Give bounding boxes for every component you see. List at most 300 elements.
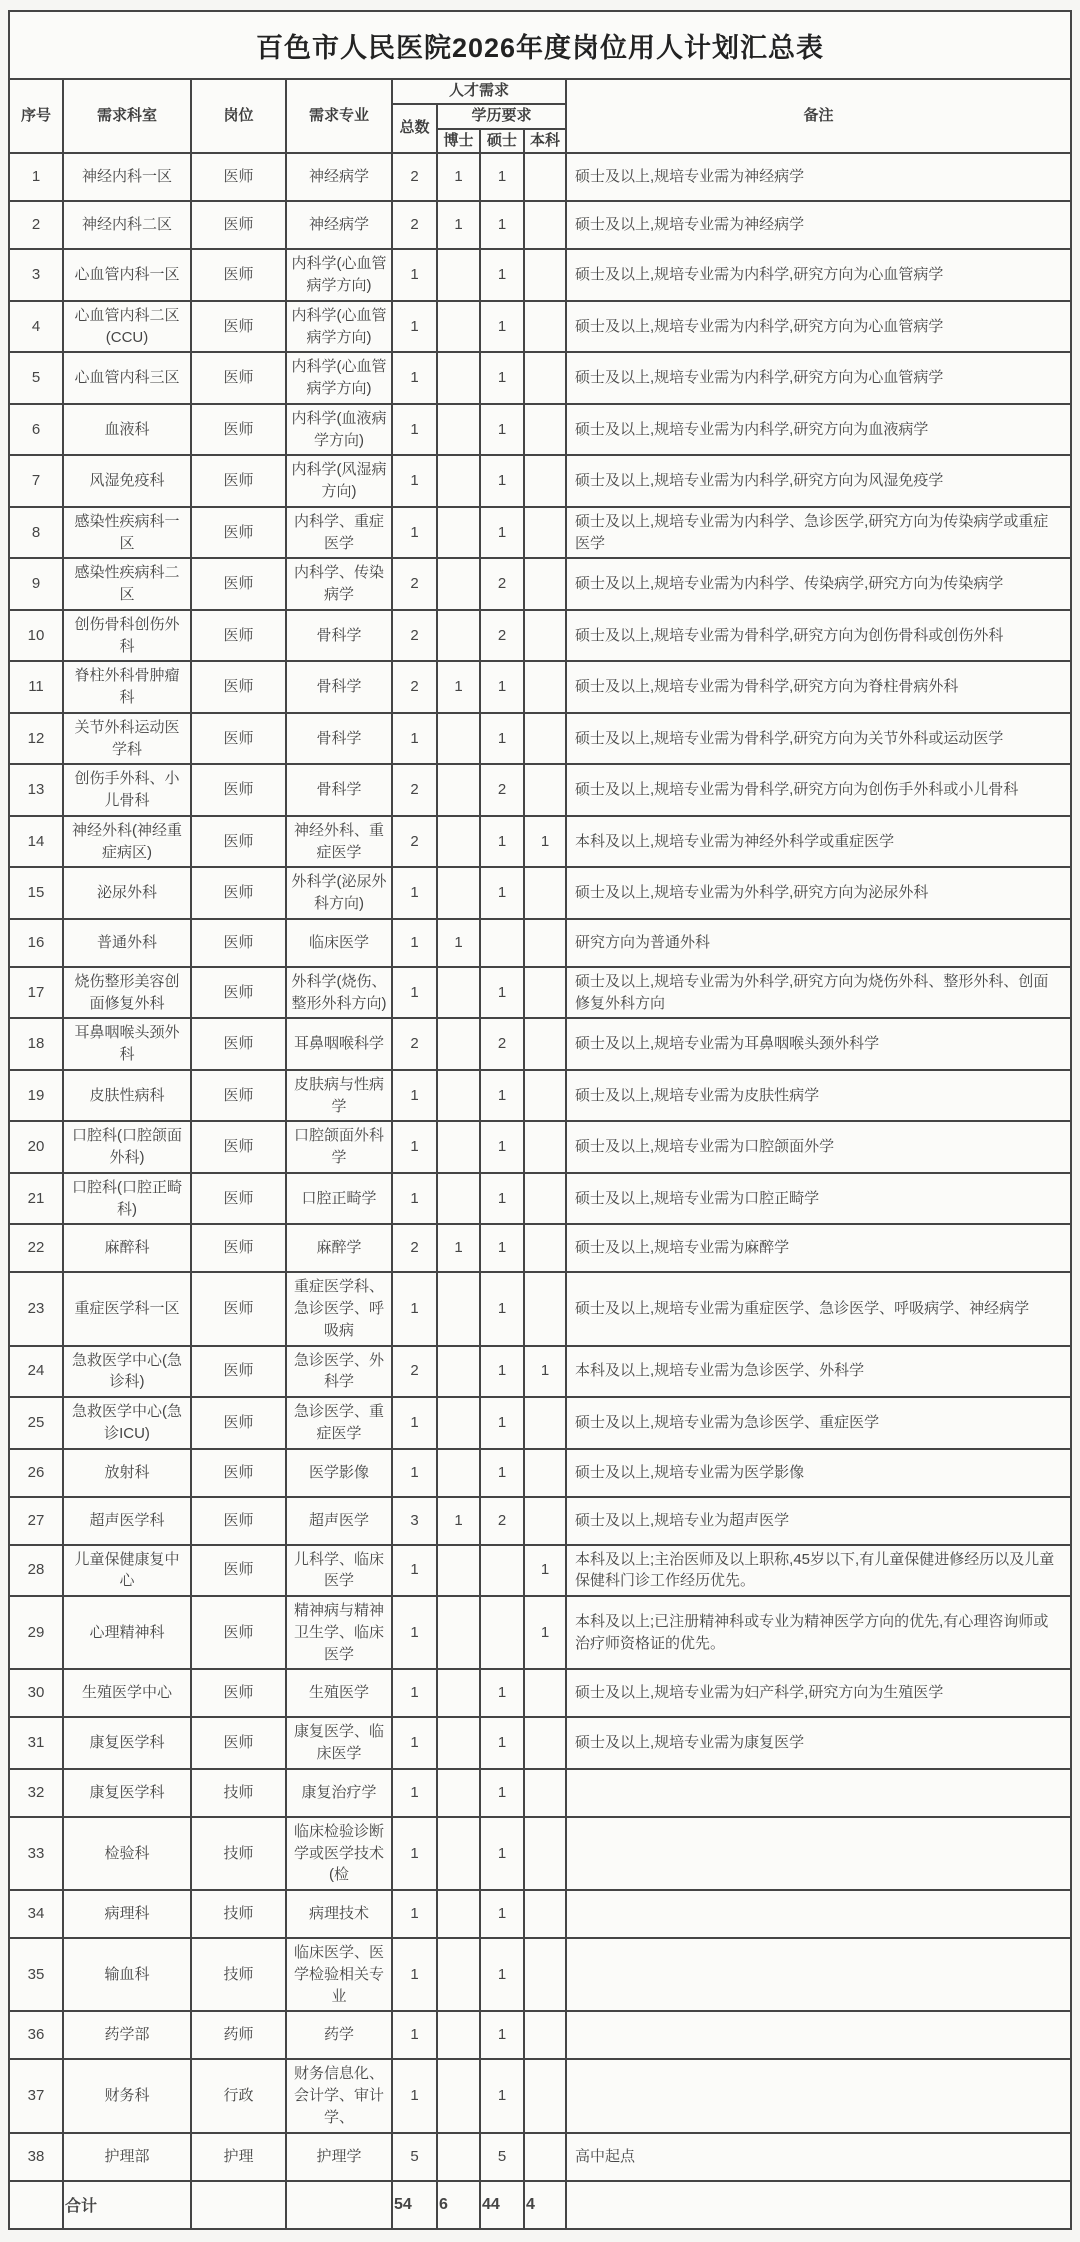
cell-master: 1 <box>480 1938 524 2011</box>
cell-remark: 硕士及以上,规培专业需为内科学,研究方向为心血管病学 <box>566 352 1071 404</box>
cell-major: 骨科学 <box>286 764 392 816</box>
cell-remark: 研究方向为普通外科 <box>566 919 1071 967</box>
cell-remark: 硕士及以上,规培专业需为内科学,研究方向为心血管病学 <box>566 249 1071 301</box>
cell-post: 医师 <box>191 919 286 967</box>
cell-phd: 1 <box>437 153 480 201</box>
table-row <box>9 1497 1071 1545</box>
cell-major: 麻醉学 <box>286 1224 392 1272</box>
cell-master: 1 <box>480 1717 524 1769</box>
cell-major: 康复治疗学 <box>286 1769 392 1817</box>
cell-phd <box>437 1397 480 1449</box>
cell-bachelor <box>524 1018 566 1070</box>
cell-total: 1 <box>392 967 437 1019</box>
cell-remark: 硕士及以上,规培专业需为内科学,研究方向为风湿免疫学 <box>566 455 1071 507</box>
cell-major: 骨科学 <box>286 713 392 765</box>
cell-major: 急诊医学、外科学 <box>286 1346 392 1398</box>
cell-master: 1 <box>480 2011 524 2059</box>
cell-department: 心理精神科 <box>63 1596 191 1669</box>
cell-bachelor <box>524 153 566 201</box>
table-row <box>9 1224 1071 1272</box>
cell-phd <box>437 1545 480 1597</box>
cell-remark: 硕士及以上,规培专业需为骨科学,研究方向为创伤骨科或创伤外科 <box>566 610 1071 662</box>
cell-no: 13 <box>9 764 63 816</box>
col-header-remark: 备注 <box>566 79 1071 153</box>
cell-department: 风湿免疫科 <box>63 455 191 507</box>
cell-post: 技师 <box>191 1769 286 1817</box>
cell-department: 神经内科一区 <box>63 153 191 201</box>
cell-no: 7 <box>9 455 63 507</box>
cell-major: 内科学(心血管病学方向) <box>286 352 392 404</box>
cell-phd <box>437 249 480 301</box>
cell-phd <box>437 764 480 816</box>
cell-department: 感染性疾病科一区 <box>63 507 191 559</box>
cell-total: 2 <box>392 1018 437 1070</box>
cell-department: 口腔科(口腔正畸科) <box>63 1173 191 1225</box>
cell-no: 6 <box>9 404 63 456</box>
cell-remark: 硕士及以上,规培专业需为神经病学 <box>566 201 1071 249</box>
cell-bachelor <box>524 2011 566 2059</box>
cell-major: 临床医学、医学检验相关专业 <box>286 1938 392 2011</box>
table-row <box>9 2011 1071 2059</box>
table-row <box>9 1717 1071 1769</box>
table-row <box>9 713 1071 765</box>
totals-bachelor: 4 <box>524 2181 566 2229</box>
cell-post: 技师 <box>191 1817 286 1890</box>
cell-remark: 硕士及以上,规培专业需为康复医学 <box>566 1717 1071 1769</box>
cell-bachelor <box>524 1717 566 1769</box>
cell-no: 19 <box>9 1070 63 1122</box>
cell-bachelor <box>524 1449 566 1497</box>
cell-bachelor: 1 <box>524 1545 566 1597</box>
cell-department: 心血管内科二区(CCU) <box>63 301 191 353</box>
cell-post: 医师 <box>191 1545 286 1597</box>
table-row <box>9 507 1071 559</box>
cell-phd <box>437 1717 480 1769</box>
cell-post: 医师 <box>191 352 286 404</box>
cell-total: 1 <box>392 1173 437 1225</box>
cell-major: 药学 <box>286 2011 392 2059</box>
table-row <box>9 1938 1071 2011</box>
cell-master: 1 <box>480 967 524 1019</box>
cell-remark: 硕士及以上,规培专业需为医学影像 <box>566 1449 1071 1497</box>
cell-phd: 1 <box>437 201 480 249</box>
cell-remark: 硕士及以上,规培专业需为妇产科学,研究方向为生殖医学 <box>566 1669 1071 1717</box>
cell-phd <box>437 1070 480 1122</box>
table-row <box>9 1272 1071 1345</box>
cell-no: 38 <box>9 2133 63 2181</box>
cell-remark <box>566 2011 1071 2059</box>
cell-major: 超声医学 <box>286 1497 392 1545</box>
cell-remark: 硕士及以上,规培专业需为内科学、传染病学,研究方向为传染病学 <box>566 558 1071 610</box>
cell-remark <box>566 1890 1071 1938</box>
cell-post: 护理 <box>191 2133 286 2181</box>
cell-major: 神经外科、重症医学 <box>286 816 392 868</box>
cell-major: 生殖医学 <box>286 1669 392 1717</box>
cell-remark: 本科及以上;主治医师及以上职称,45岁以下,有儿童保健进修经历以及儿童保健科门诊工作经历优先。 <box>566 1545 1071 1597</box>
cell-post: 医师 <box>191 507 286 559</box>
cell-phd <box>437 610 480 662</box>
cell-remark: 本科及以上,规培专业需为神经外科学或重症医学 <box>566 816 1071 868</box>
cell-phd: 1 <box>437 1224 480 1272</box>
cell-bachelor <box>524 352 566 404</box>
cell-remark: 硕士及以上,规培专业需为重症医学、急诊医学、呼吸病学、神经病学 <box>566 1272 1071 1345</box>
cell-no: 34 <box>9 1890 63 1938</box>
cell-bachelor <box>524 558 566 610</box>
cell-bachelor <box>524 610 566 662</box>
cell-post: 医师 <box>191 301 286 353</box>
cell-master: 2 <box>480 610 524 662</box>
cell-department: 生殖医学中心 <box>63 1669 191 1717</box>
cell-department: 财务科 <box>63 2059 191 2132</box>
cell-no: 10 <box>9 610 63 662</box>
cell-bachelor <box>524 1272 566 1345</box>
cell-major: 口腔颌面外科学 <box>286 1121 392 1173</box>
cell-remark: 高中起点 <box>566 2133 1071 2181</box>
cell-total: 1 <box>392 867 437 919</box>
cell-phd <box>437 1596 480 1669</box>
cell-bachelor <box>524 301 566 353</box>
cell-total: 2 <box>392 558 437 610</box>
col-header-post: 岗位 <box>191 79 286 153</box>
cell-phd <box>437 1449 480 1497</box>
cell-bachelor <box>524 1173 566 1225</box>
cell-post: 技师 <box>191 1938 286 2011</box>
cell-total: 1 <box>392 455 437 507</box>
cell-post: 医师 <box>191 967 286 1019</box>
table-row <box>9 352 1071 404</box>
cell-phd <box>437 1018 480 1070</box>
cell-master: 1 <box>480 352 524 404</box>
cell-no: 20 <box>9 1121 63 1173</box>
cell-total: 1 <box>392 1769 437 1817</box>
cell-department: 病理科 <box>63 1890 191 1938</box>
cell-phd <box>437 558 480 610</box>
cell-no: 25 <box>9 1397 63 1449</box>
cell-bachelor <box>524 249 566 301</box>
cell-phd <box>437 404 480 456</box>
table-body <box>9 153 1071 2180</box>
cell-master <box>480 919 524 967</box>
cell-bachelor: 1 <box>524 1346 566 1398</box>
col-header-master: 硕士 <box>480 129 524 154</box>
cell-phd <box>437 1669 480 1717</box>
totals-empty-post <box>191 2181 286 2229</box>
cell-phd <box>437 1121 480 1173</box>
cell-remark: 硕士及以上,规培专业需为内科学,研究方向为心血管病学 <box>566 301 1071 353</box>
cell-total: 1 <box>392 1121 437 1173</box>
cell-bachelor <box>524 1070 566 1122</box>
cell-master: 1 <box>480 1121 524 1173</box>
cell-no: 29 <box>9 1596 63 1669</box>
cell-post: 医师 <box>191 1070 286 1122</box>
cell-bachelor <box>524 919 566 967</box>
cell-bachelor <box>524 1890 566 1938</box>
cell-total: 2 <box>392 1224 437 1272</box>
cell-no: 35 <box>9 1938 63 2011</box>
header-row-1 <box>9 79 1071 104</box>
cell-master: 2 <box>480 558 524 610</box>
cell-remark: 硕士及以上,规培专业需为骨科学,研究方向为脊柱骨病外科 <box>566 661 1071 713</box>
table-row <box>9 153 1071 201</box>
cell-master: 1 <box>480 661 524 713</box>
cell-department: 放射科 <box>63 1449 191 1497</box>
cell-no: 21 <box>9 1173 63 1225</box>
cell-remark: 硕士及以上,规培专业需为内科学,研究方向为血液病学 <box>566 404 1071 456</box>
cell-phd <box>437 1938 480 2011</box>
cell-no: 28 <box>9 1545 63 1597</box>
table-row <box>9 610 1071 662</box>
cell-bachelor <box>524 1817 566 1890</box>
cell-total: 3 <box>392 1497 437 1545</box>
cell-major: 外科学(烧伤、整形外科方向) <box>286 967 392 1019</box>
cell-no: 31 <box>9 1717 63 1769</box>
cell-department: 儿童保健康复中心 <box>63 1545 191 1597</box>
totals-remark <box>566 2181 1071 2229</box>
totals-label: 合计 <box>63 2181 191 2229</box>
totals-row <box>9 2181 1071 2229</box>
col-header-major: 需求专业 <box>286 79 392 153</box>
cell-no: 33 <box>9 1817 63 1890</box>
table-row <box>9 1596 1071 1669</box>
cell-bachelor <box>524 867 566 919</box>
table-row <box>9 301 1071 353</box>
cell-major: 财务信息化、会计学、审计学、 <box>286 2059 392 2132</box>
cell-post: 医师 <box>191 764 286 816</box>
cell-total: 1 <box>392 919 437 967</box>
col-header-bachelor: 本科 <box>524 129 566 154</box>
cell-master: 1 <box>480 301 524 353</box>
cell-total: 1 <box>392 1596 437 1669</box>
cell-department: 麻醉科 <box>63 1224 191 1272</box>
cell-no: 36 <box>9 2011 63 2059</box>
cell-remark: 硕士及以上,规培专业需为神经病学 <box>566 153 1071 201</box>
cell-post: 医师 <box>191 661 286 713</box>
table-row <box>9 2059 1071 2132</box>
cell-remark: 硕士及以上,规培专业需为外科学,研究方向为烧伤外科、整形外科、创面修复外科方向 <box>566 967 1071 1019</box>
table-row <box>9 558 1071 610</box>
cell-department: 急救医学中心(急诊科) <box>63 1346 191 1398</box>
cell-bachelor <box>524 455 566 507</box>
cell-remark: 硕士及以上,规培专业需为皮肤性病学 <box>566 1070 1071 1122</box>
table-row <box>9 764 1071 816</box>
cell-post: 药师 <box>191 2011 286 2059</box>
totals-phd: 6 <box>437 2181 480 2229</box>
cell-major: 内科学(风湿病方向) <box>286 455 392 507</box>
cell-phd <box>437 1769 480 1817</box>
cell-bachelor <box>524 1769 566 1817</box>
cell-post: 医师 <box>191 1497 286 1545</box>
cell-remark: 硕士及以上,规培专业需为口腔正畸学 <box>566 1173 1071 1225</box>
cell-no: 37 <box>9 2059 63 2132</box>
cell-remark: 本科及以上,规培专业需为急诊医学、外科学 <box>566 1346 1071 1398</box>
cell-department: 关节外科运动医学科 <box>63 713 191 765</box>
table-row <box>9 661 1071 713</box>
cell-no: 24 <box>9 1346 63 1398</box>
cell-bachelor <box>524 1397 566 1449</box>
cell-department: 皮肤性病科 <box>63 1070 191 1122</box>
cell-master <box>480 1596 524 1669</box>
cell-major: 内科学(心血管病学方向) <box>286 301 392 353</box>
cell-master: 1 <box>480 455 524 507</box>
cell-bachelor <box>524 713 566 765</box>
cell-major: 皮肤病与性病学 <box>286 1070 392 1122</box>
cell-phd <box>437 1817 480 1890</box>
cell-master: 5 <box>480 2133 524 2181</box>
cell-master: 1 <box>480 1272 524 1345</box>
cell-post: 行政 <box>191 2059 286 2132</box>
cell-major: 病理技术 <box>286 1890 392 1938</box>
cell-bachelor <box>524 1497 566 1545</box>
cell-total: 1 <box>392 2059 437 2132</box>
table-row <box>9 201 1071 249</box>
cell-major: 医学影像 <box>286 1449 392 1497</box>
cell-bachelor: 1 <box>524 1596 566 1669</box>
cell-bachelor <box>524 404 566 456</box>
table-row <box>9 816 1071 868</box>
cell-department: 急救医学中心(急诊ICU) <box>63 1397 191 1449</box>
cell-department: 烧伤整形美容创面修复外科 <box>63 967 191 1019</box>
cell-master: 1 <box>480 1173 524 1225</box>
cell-total: 2 <box>392 661 437 713</box>
cell-department: 重症医学科一区 <box>63 1272 191 1345</box>
cell-total: 1 <box>392 2011 437 2059</box>
cell-master: 1 <box>480 1346 524 1398</box>
cell-bachelor <box>524 1224 566 1272</box>
table-row <box>9 1070 1071 1122</box>
cell-no: 11 <box>9 661 63 713</box>
cell-major: 神经病学 <box>286 153 392 201</box>
cell-phd <box>437 1272 480 1345</box>
cell-department: 超声医学科 <box>63 1497 191 1545</box>
cell-department: 耳鼻咽喉头颈外科 <box>63 1018 191 1070</box>
cell-major: 骨科学 <box>286 610 392 662</box>
cell-major: 内科学(血液病学方向) <box>286 404 392 456</box>
cell-total: 1 <box>392 301 437 353</box>
cell-department: 脊柱外科骨肿瘤科 <box>63 661 191 713</box>
cell-phd <box>437 713 480 765</box>
cell-post: 医师 <box>191 404 286 456</box>
cell-phd <box>437 2059 480 2132</box>
cell-total: 1 <box>392 1817 437 1890</box>
cell-no: 5 <box>9 352 63 404</box>
cell-post: 医师 <box>191 1224 286 1272</box>
totals-empty-no <box>9 2181 63 2229</box>
table-row <box>9 2133 1071 2181</box>
cell-post: 医师 <box>191 610 286 662</box>
cell-no: 16 <box>9 919 63 967</box>
cell-major: 内科学、重症医学 <box>286 507 392 559</box>
cell-no: 30 <box>9 1669 63 1717</box>
table-row <box>9 1890 1071 1938</box>
cell-phd <box>437 301 480 353</box>
cell-phd <box>437 2133 480 2181</box>
table-row <box>9 249 1071 301</box>
cell-total: 2 <box>392 610 437 662</box>
cell-remark: 硕士及以上,规培专业需为骨科学,研究方向为创伤手外科或小儿骨科 <box>566 764 1071 816</box>
table-row <box>9 1397 1071 1449</box>
cell-no: 8 <box>9 507 63 559</box>
cell-post: 医师 <box>191 1121 286 1173</box>
cell-phd: 1 <box>437 661 480 713</box>
cell-phd <box>437 1173 480 1225</box>
cell-department: 血液科 <box>63 404 191 456</box>
cell-major: 儿科学、临床医学 <box>286 1545 392 1597</box>
col-header-department: 需求科室 <box>63 79 191 153</box>
cell-remark <box>566 1817 1071 1890</box>
cell-remark: 本科及以上;已注册精神科或专业为精神医学方向的优先,有心理咨询师或治疗师资格证的优先。 <box>566 1596 1071 1669</box>
cell-post: 医师 <box>191 713 286 765</box>
cell-major: 重症医学科、急诊医学、呼吸病 <box>286 1272 392 1345</box>
cell-no: 23 <box>9 1272 63 1345</box>
cell-master: 1 <box>480 1817 524 1890</box>
cell-total: 2 <box>392 764 437 816</box>
cell-bachelor: 1 <box>524 816 566 868</box>
cell-total: 1 <box>392 507 437 559</box>
cell-total: 1 <box>392 1397 437 1449</box>
cell-post: 医师 <box>191 867 286 919</box>
cell-remark <box>566 1938 1071 2011</box>
cell-no: 1 <box>9 153 63 201</box>
cell-total: 1 <box>392 352 437 404</box>
cell-phd <box>437 967 480 1019</box>
cell-major: 耳鼻咽喉科学 <box>286 1018 392 1070</box>
cell-master: 1 <box>480 1890 524 1938</box>
table-row <box>9 1817 1071 1890</box>
cell-phd <box>437 867 480 919</box>
cell-major: 口腔正畸学 <box>286 1173 392 1225</box>
table-row <box>9 919 1071 967</box>
cell-no: 32 <box>9 1769 63 1817</box>
cell-master: 1 <box>480 713 524 765</box>
cell-total: 1 <box>392 1545 437 1597</box>
cell-post: 医师 <box>191 201 286 249</box>
cell-master: 1 <box>480 1669 524 1717</box>
cell-total: 1 <box>392 1890 437 1938</box>
cell-post: 医师 <box>191 1173 286 1225</box>
table-row <box>9 1173 1071 1225</box>
totals-total: 54 <box>392 2181 437 2229</box>
cell-master: 2 <box>480 764 524 816</box>
cell-department: 心血管内科一区 <box>63 249 191 301</box>
cell-major: 骨科学 <box>286 661 392 713</box>
cell-no: 15 <box>9 867 63 919</box>
cell-department: 心血管内科三区 <box>63 352 191 404</box>
cell-remark: 硕士及以上,规培专业为超声医学 <box>566 1497 1071 1545</box>
cell-no: 4 <box>9 301 63 353</box>
cell-no: 3 <box>9 249 63 301</box>
cell-total: 1 <box>392 1717 437 1769</box>
cell-post: 医师 <box>191 1717 286 1769</box>
cell-total: 1 <box>392 713 437 765</box>
cell-bachelor <box>524 507 566 559</box>
table-row <box>9 967 1071 1019</box>
cell-major: 精神病与精神卫生学、临床医学 <box>286 1596 392 1669</box>
table-row <box>9 1346 1071 1398</box>
recruitment-plan-table <box>8 10 1072 2230</box>
cell-total: 1 <box>392 249 437 301</box>
cell-no: 14 <box>9 816 63 868</box>
cell-master: 1 <box>480 201 524 249</box>
cell-master: 1 <box>480 1769 524 1817</box>
cell-department: 创伤手外科、小儿骨科 <box>63 764 191 816</box>
cell-master: 1 <box>480 507 524 559</box>
cell-bachelor <box>524 1121 566 1173</box>
cell-remark: 硕士及以上,规培专业需为骨科学,研究方向为关节外科或运动医学 <box>566 713 1071 765</box>
table-row <box>9 404 1071 456</box>
cell-remark <box>566 1769 1071 1817</box>
cell-department: 检验科 <box>63 1817 191 1890</box>
title-row <box>9 11 1071 79</box>
